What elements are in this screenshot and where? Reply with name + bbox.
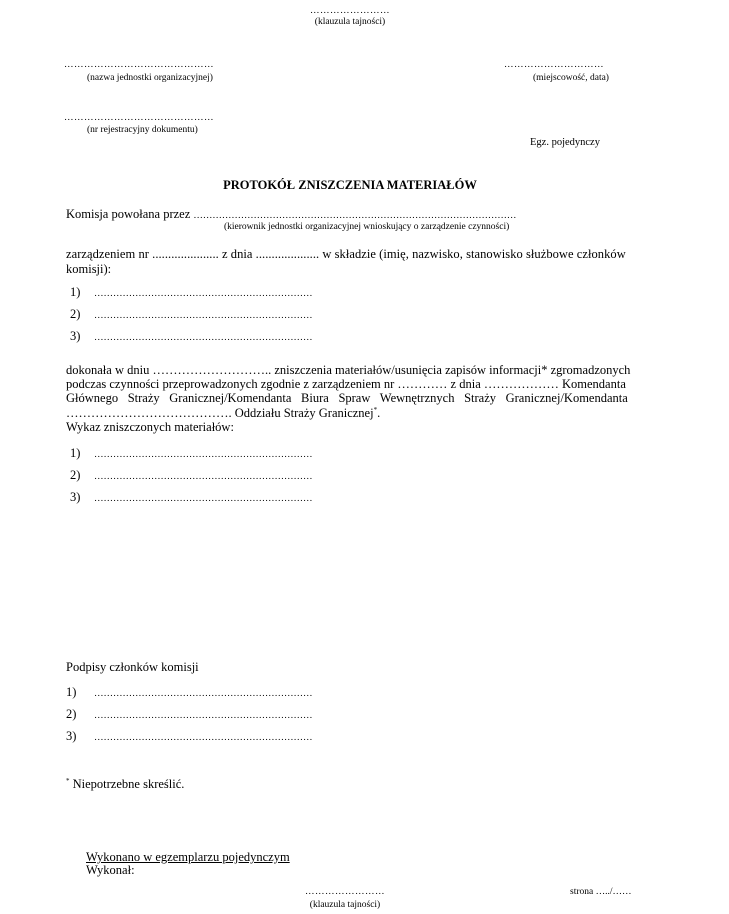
unit-name-dots: ……………………………………… — [64, 60, 214, 70]
executed-by: Wykonał: — [86, 863, 135, 877]
signatures-label: Podpisy członków komisji — [66, 660, 199, 674]
list-dots: …………………………………………………………… — [94, 450, 313, 460]
footnote-mark: * — [373, 405, 378, 414]
list-number: 1) — [70, 446, 81, 460]
list-number: 3) — [66, 729, 77, 743]
list-number: 1) — [70, 285, 81, 299]
members-list — [70, 285, 313, 351]
list-dots: …………………………………………………………… — [94, 333, 313, 343]
footnote-star: * — [66, 776, 70, 785]
list-item — [70, 490, 313, 512]
reg-number-dots: ……………………………………… — [64, 113, 214, 123]
destruction-line-4-end: . — [377, 405, 381, 420]
list-item — [70, 446, 313, 468]
destruction-line-2: podczas czynności przeprowadzonych zgodnie z zarządzeniem nr ………… z dnia ……………… Komendanta — [66, 377, 626, 392]
list-dots: …………………………………………………………… — [94, 289, 313, 299]
list-number: 2) — [66, 707, 77, 721]
clause-caption-top: (klauzula tajności) — [314, 17, 386, 27]
destruction-line-4 — [66, 406, 635, 420]
commission-appointed — [66, 207, 516, 222]
list-item — [70, 307, 313, 329]
footnote — [66, 777, 184, 792]
list-number: 2) — [70, 468, 81, 482]
list-dots: …………………………………………………………… — [94, 733, 313, 743]
clause-dots-top: …………………… — [310, 6, 390, 16]
commission-caption: (kierownik jednostki organizacyjnej wnioskujący o zarządzenie czynności) — [224, 222, 510, 232]
order-paragraph — [66, 247, 635, 276]
order-line-2: komisji): — [66, 261, 112, 276]
materials-list — [70, 446, 313, 512]
place-date-dots: ………………………… — [504, 60, 604, 70]
list-item — [66, 707, 313, 729]
list-item — [70, 329, 313, 351]
list-number: 2) — [70, 307, 81, 321]
destruction-paragraph — [66, 363, 635, 434]
list-number: 3) — [70, 329, 81, 343]
page-number: strona …../…… — [570, 887, 632, 897]
clause-dots-bottom: …………………… — [305, 887, 385, 897]
order-line-1: zarządzeniem nr ..................... z dnia .................... w składzie (imię, nazwisko, stanowisko służbowe członków — [66, 247, 626, 261]
reg-number-caption: (nr rejestracyjny dokumentu) — [87, 125, 198, 135]
footnote-text: Niepotrzebne skreślić. — [69, 777, 185, 791]
list-dots: …………………………………………………………… — [94, 711, 313, 721]
document-title: PROTOKÓŁ ZNISZCZENIA MATERIAŁÓW — [223, 178, 477, 192]
commission-label: Komisja powołana przez — [66, 207, 191, 221]
list-item — [70, 468, 313, 490]
list-number: 3) — [70, 490, 81, 504]
list-dots: …………………………………………………………… — [94, 494, 313, 504]
executed-note: Wykonano w egzemplarzu pojedynczym — [86, 850, 290, 864]
destruction-line-1: dokonała w dniu ……………………….. zniszczenia materiałów/usunięcia zapisów informacji* zgromadzonych — [66, 363, 631, 377]
place-date-caption: (miejscowość, data) — [533, 73, 609, 83]
destruction-line-3: Głównego Straży Granicznej/Komendanta Biura Spraw Wewnętrznych Straży Granicznej/Komendanta — [66, 391, 628, 406]
unit-name-caption: (nazwa jednostki organizacyjnej) — [87, 73, 213, 83]
list-dots: …………………………………………………………… — [94, 311, 313, 321]
list-dots: …………………………………………………………… — [94, 472, 313, 482]
list-item — [66, 729, 313, 751]
list-dots: …………………………………………………………… — [94, 689, 313, 699]
destruction-line-4-text: …………………………………. Oddziału Straży Granicznej — [66, 405, 374, 420]
materials-list-label: Wykaz zniszczonych materiałów: — [66, 419, 234, 434]
copy-label: Egz. pojedynczy — [530, 137, 600, 148]
commission-dots: ………………………………………………………………………………………… — [193, 211, 517, 221]
signatures-list — [66, 685, 313, 751]
list-number: 1) — [66, 685, 77, 699]
list-item — [70, 285, 313, 307]
clause-caption-bottom: (klauzula tajności) — [309, 900, 381, 910]
list-item — [66, 685, 313, 707]
